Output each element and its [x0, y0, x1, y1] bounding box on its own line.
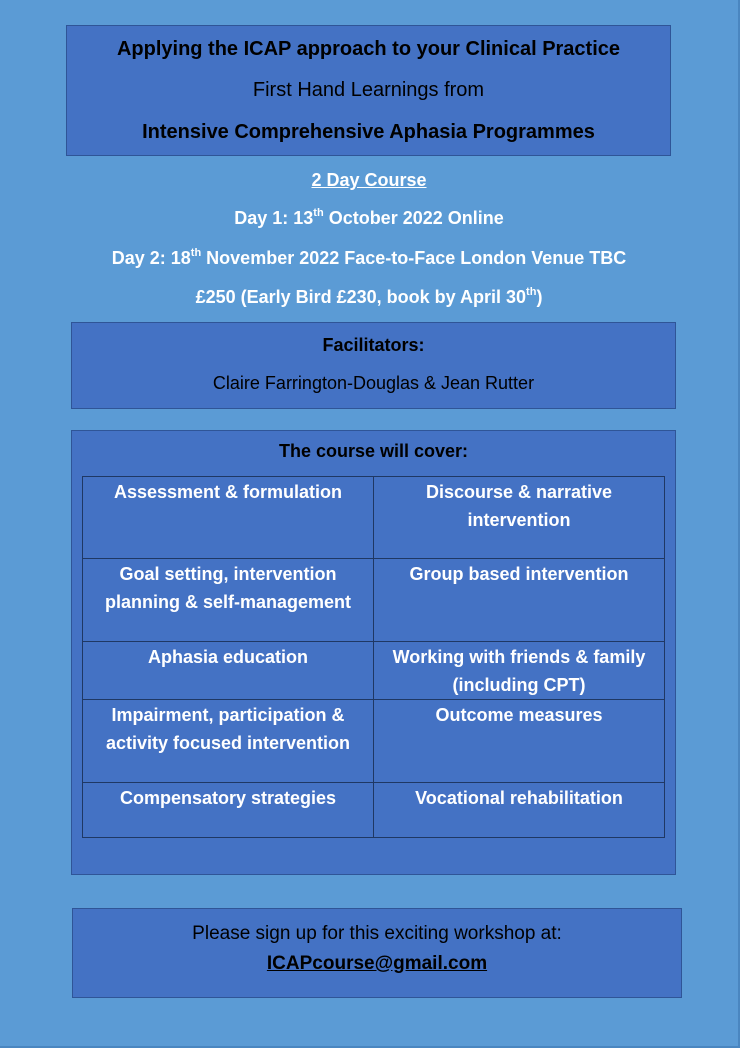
facilitators-names: Claire Farrington-Douglas & Jean Rutter [212, 373, 535, 393]
topic-cell: Outcome measures [374, 700, 665, 783]
topic-cell: Group based intervention [374, 559, 665, 642]
course-cover-heading: The course will cover: [278, 441, 469, 461]
table-row [83, 559, 665, 642]
title-box [66, 25, 671, 156]
facilitators-box [71, 322, 676, 409]
price-info [0, 287, 738, 308]
course-cover-box [71, 430, 676, 875]
title-line-3: Intensive Comprehensive Aphasia Programmes [142, 121, 595, 143]
day1-date [0, 208, 738, 229]
topic-cell: Assessment & formulation [83, 477, 374, 559]
day1-suffix: October 2022 Online [323, 208, 504, 228]
day2-date [0, 248, 738, 269]
table-row [83, 642, 665, 700]
table-row [83, 700, 665, 783]
day2-suffix: November 2022 Face-to-Face London Venue TBC [201, 248, 627, 268]
topic-cell: Vocational rehabilitation [374, 783, 665, 838]
signup-email-link[interactable]: ICAPcourse@gmail.com [266, 953, 488, 974]
day1-prefix: Day 1: 13 [234, 208, 314, 228]
title-line-1: Applying the ICAP approach to your Clinical Practice [116, 38, 621, 60]
course-heading: 2 Day Course [311, 170, 427, 190]
table-row [83, 477, 665, 559]
topic-cell: Aphasia education [83, 642, 374, 700]
signup-text: Please sign up for this exciting workshop at: [192, 923, 562, 944]
facilitators-heading: Facilitators: [322, 335, 425, 355]
day2-ordinal: th [190, 247, 202, 259]
topic-cell: Compensatory strategies [83, 783, 374, 838]
price-ordinal: th [526, 286, 537, 298]
topic-cell: Goal setting, intervention planning & self-management [83, 559, 374, 642]
day2-prefix: Day 2: 18 [111, 248, 191, 268]
topic-cell: Discourse & narrative intervention [374, 477, 665, 559]
price-suffix: ) [536, 287, 543, 307]
topics-table [82, 476, 665, 838]
price-prefix: £250 (Early Bird £230, book by April 30 [195, 287, 527, 307]
topic-cell: Impairment, participation & activity focused intervention [83, 700, 374, 783]
day1-ordinal: th [313, 207, 324, 219]
signup-box [72, 908, 682, 998]
title-line-2: First Hand Learnings from [252, 79, 485, 101]
topic-cell: Working with friends & family (including CPT) [374, 642, 665, 700]
table-row [83, 783, 665, 838]
